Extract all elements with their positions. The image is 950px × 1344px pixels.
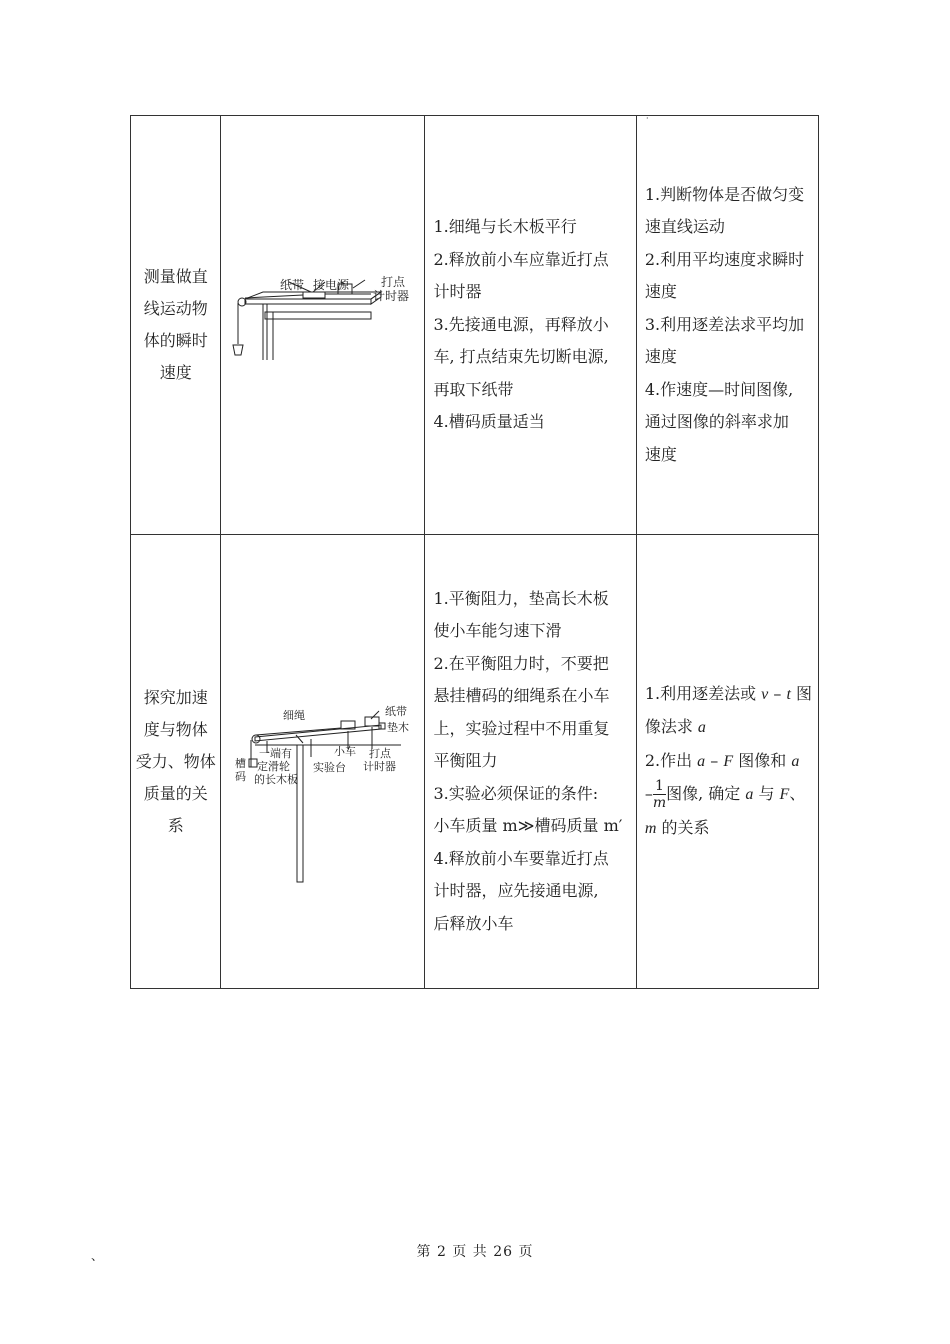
var-m: m — [644, 819, 657, 837]
process-line: 2.利用平均速度求瞬时 — [644, 249, 805, 269]
apparatus-figure-cell — [221, 116, 425, 535]
name-line: 线运动物 — [143, 299, 208, 318]
top-dot: · — [646, 114, 649, 123]
process-line: 1.判断物体是否做匀变 — [644, 184, 805, 204]
note-line: 使小车能匀速下滑 — [433, 621, 562, 641]
name-line: 体的瞬时 — [143, 331, 208, 350]
process-line: 4.作速度—时间图像, — [644, 379, 794, 399]
name-line: 速度 — [159, 363, 192, 382]
process-line: 通过图像的斜率求加 — [644, 412, 789, 432]
block-label: 垫木 — [387, 721, 410, 734]
tape-label: 纸带 — [280, 278, 305, 292]
timer-label-2: 计时器 — [373, 289, 410, 303]
text: 、 — [789, 784, 806, 804]
page-footer: 第 2 页 共 26 页 — [416, 1244, 534, 1260]
minus: – — [768, 683, 787, 703]
note-line: 悬挂槽码的细绳系在小车 — [433, 686, 610, 706]
text: 的关系 — [656, 817, 710, 837]
var-v: v — [761, 685, 769, 703]
var-a: a — [791, 752, 800, 770]
process-line — [645, 711, 812, 745]
board-label-2: 定滑轮 — [257, 760, 291, 773]
note-line: 后释放小车 — [433, 913, 514, 933]
data-processing-cell — [636, 535, 818, 989]
apparatus-figure-cell — [221, 535, 425, 989]
fraction-one-over-m — [653, 778, 666, 811]
note-line: 3.先接通电源，再释放小 — [433, 314, 609, 334]
name-line: 测量做直 — [143, 267, 208, 286]
note-line: 4.释放前小车要靠近打点 — [433, 848, 609, 868]
process-line — [645, 745, 812, 779]
note-line: 1.平衡阻力，垫高长木板 — [433, 588, 609, 608]
text: 与 — [753, 784, 780, 804]
data-processing-cell — [636, 116, 818, 535]
process-line: 3.利用逐差法求平均加 — [644, 314, 805, 334]
pulley-icon — [252, 735, 260, 743]
bench-label: 实验台 — [313, 761, 347, 774]
note-line: 小车质量 m≫槽码质量 m′ — [433, 816, 623, 836]
corner-mark: 、 — [91, 1249, 104, 1263]
var-F: F — [723, 752, 734, 770]
experiment-name-cell — [131, 116, 221, 535]
timer-label-1: 打点 — [369, 747, 392, 760]
process-line: 速直线运动 — [644, 217, 725, 237]
numerator: 1 — [653, 778, 666, 795]
var-t: t — [786, 685, 791, 703]
block-shape — [379, 723, 385, 729]
name-line: 度与物体 — [143, 719, 208, 739]
timer-label-1: 打点 — [381, 275, 406, 289]
text: 图像和 — [733, 750, 792, 770]
var-F: F — [779, 786, 790, 804]
weight-icon — [233, 345, 243, 355]
table-row — [131, 535, 819, 989]
text: 图像, 确定 — [666, 784, 746, 804]
note-line: 再取下纸带 — [433, 379, 514, 399]
ticker-timer-apparatus-figure — [221, 116, 424, 530]
text: 图 — [790, 683, 812, 703]
note-line: 车, 打点结束先切断电源, — [433, 347, 609, 367]
name-line: 受力、物体 — [135, 751, 216, 771]
name-line: 质量的关 — [143, 783, 208, 803]
process-line — [645, 812, 812, 846]
name-line: 探究加速 — [143, 687, 208, 707]
acceleration-apparatus-figure — [221, 535, 424, 984]
note-line: 计时器，应先接通电源, — [433, 881, 599, 901]
process-line: 速度 — [644, 444, 677, 464]
weight-icon — [249, 759, 257, 767]
text: 像法求 — [644, 717, 698, 737]
minus: – — [705, 750, 724, 770]
note-line: 上，实验过程中不用重复 — [433, 718, 610, 738]
tape-label: 纸带 — [385, 705, 408, 718]
process-line — [645, 678, 812, 712]
minus: – — [644, 784, 653, 804]
note-line: 3.实验必须保证的条件: — [433, 783, 599, 803]
notes-cell — [425, 116, 636, 535]
rope-label: 细绳 — [283, 709, 306, 722]
cart-label: 小车 — [334, 745, 357, 758]
var-a: a — [697, 719, 706, 737]
process-line: 速度 — [644, 282, 677, 302]
note-line: 平衡阻力 — [433, 751, 498, 771]
note-line: 1.细绳与长木板平行 — [433, 217, 577, 237]
denominator: m — [652, 795, 667, 812]
note-line: 4.槽码质量适当 — [433, 412, 545, 432]
table-row — [131, 116, 819, 535]
cart-shape — [303, 292, 325, 298]
process-line: 速度 — [644, 347, 677, 367]
board-shape — [255, 725, 381, 741]
var-a: a — [745, 786, 754, 804]
board-shape — [245, 299, 371, 304]
text: 1.利用逐差法或 — [644, 683, 762, 703]
experiment-table — [130, 115, 819, 989]
note-line: 计时器 — [433, 282, 482, 302]
bench-leg-shape — [297, 745, 303, 882]
table-top-shape — [265, 312, 371, 319]
board-label-1: 一端有 — [259, 747, 293, 760]
name-line: 系 — [167, 815, 184, 835]
note-line: 2.释放前小车应靠近打点 — [433, 249, 609, 269]
experiment-name-cell — [131, 535, 221, 989]
process-line — [645, 778, 812, 812]
weight-label-1: 槽 — [235, 757, 247, 770]
power-label: 接电源 — [313, 278, 350, 292]
board-label-3: 的长木板 — [254, 773, 299, 786]
timer-label-2: 计时器 — [363, 760, 397, 773]
weight-label-2: 码 — [235, 770, 247, 783]
notes-cell — [425, 535, 636, 989]
note-line: 2.在平衡阻力时，不要把 — [433, 653, 609, 673]
var-a: a — [697, 752, 706, 770]
text: 2.作出 — [644, 750, 698, 770]
